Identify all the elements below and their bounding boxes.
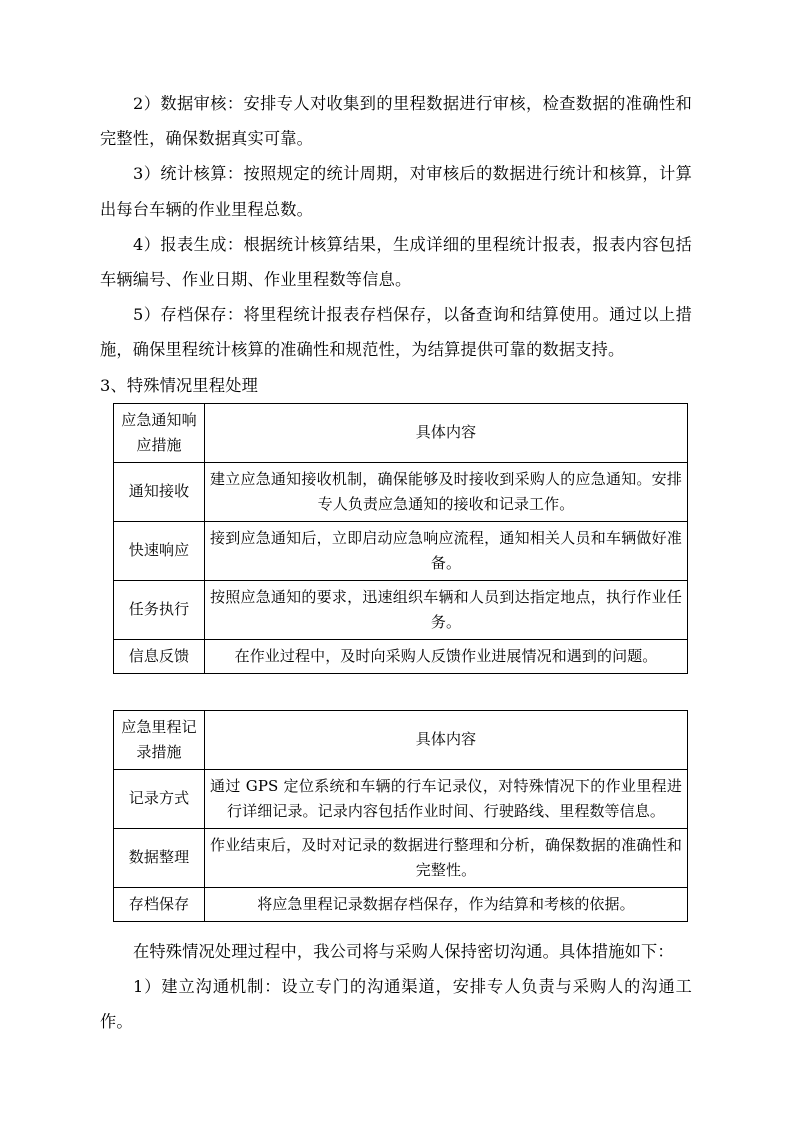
row-label-data-organization: 数据整理 — [114, 828, 205, 887]
section-heading-special-mileage: 3、特殊情况里程处理 — [100, 375, 258, 395]
table-row — [114, 639, 688, 673]
document-body — [100, 86, 692, 1039]
row-label-notification-receipt: 通知接收 — [114, 462, 205, 521]
table-header-row — [114, 710, 688, 769]
row-content-notification-receipt: 建立应急通知接收机制，确保能够及时接收到采购人的应急通知。安排专人负责应急通知的接收和记录工作。 — [205, 462, 688, 521]
emergency-notification-table-wrapper — [113, 403, 692, 674]
paragraph-report-generation: 4）报表生成：根据统计核算结果，生成详细的里程统计报表，报表内容包括车辆编号、作业日期、作业里程数等信息。 — [100, 234, 692, 290]
table-spacer — [100, 674, 692, 710]
table-row — [114, 521, 688, 580]
table-header-label-cell: 应急通知响应措施 — [114, 403, 205, 462]
table2-header-label-cell: 应急里程记录措施 — [114, 710, 205, 769]
row-label-rapid-response: 快速响应 — [114, 521, 205, 580]
row-content-record-method: 通过 GPS 定位系统和车辆的行车记录仪，对特殊情况下的作业里程进行详细记录。记录内容包括作业时间、行驶路线、里程数等信息。 — [205, 769, 688, 828]
table-row — [114, 887, 688, 921]
emergency-mileage-record-table — [113, 710, 688, 922]
row-content-task-execution: 按照应急通知的要求，迅速组织车辆和人员到达指定地点，执行作业任务。 — [205, 580, 688, 639]
table-header-content-cell: 具体内容 — [205, 403, 688, 462]
paragraph-close-communication: 在特殊情况处理过程中，我公司将与采购人保持密切沟通。具体措施如下： — [133, 941, 674, 961]
paragraph-communication-mechanism: 1）建立沟通机制：设立专门的沟通渠道，安排专人负责与采购人的沟通工作。 — [100, 977, 692, 1032]
table-header-row — [114, 403, 688, 462]
row-content-archival-storage: 将应急里程记录数据存档保存，作为结算和考核的依据。 — [205, 887, 688, 921]
post-table-spacer — [100, 922, 692, 934]
paragraph-archival-storage: 5）存档保存：将里程统计报表存档保存，以备查询和结算使用。通过以上措施，确保里程统计核算的准确性和规范性，为结算提供可靠的数据支持。 — [100, 305, 692, 360]
table-row — [114, 580, 688, 639]
table-row — [114, 769, 688, 828]
row-content-data-organization: 作业结束后，及时对记录的数据进行整理和分析，确保数据的准确性和完整性。 — [205, 828, 688, 887]
row-content-rapid-response: 接到应急通知后，立即启动应急响应流程，通知相关人员和车辆做好准备。 — [205, 521, 688, 580]
row-label-task-execution: 任务执行 — [114, 580, 205, 639]
paragraph-data-review: 2）数据审核：安排专人对收集到的里程数据进行审核，检查数据的准确性和完整性，确保数据真实可靠。 — [100, 94, 692, 149]
paragraph-statistics-accounting: 3）统计核算：按照规定的统计周期，对审核后的数据进行统计和核算，计算出每台车辆的作业里程总数。 — [100, 164, 692, 219]
table2-header-content-cell: 具体内容 — [205, 710, 688, 769]
row-content-information-feedback: 在作业过程中，及时向采购人反馈作业进展情况和遇到的问题。 — [205, 639, 688, 673]
row-label-archival-storage: 存档保存 — [114, 887, 205, 921]
row-label-information-feedback: 信息反馈 — [114, 639, 205, 673]
emergency-notification-response-table — [113, 403, 688, 674]
emergency-mileage-table-wrapper — [113, 710, 692, 922]
row-label-record-method: 记录方式 — [114, 769, 205, 828]
table-row — [114, 828, 688, 887]
table-row — [114, 462, 688, 521]
